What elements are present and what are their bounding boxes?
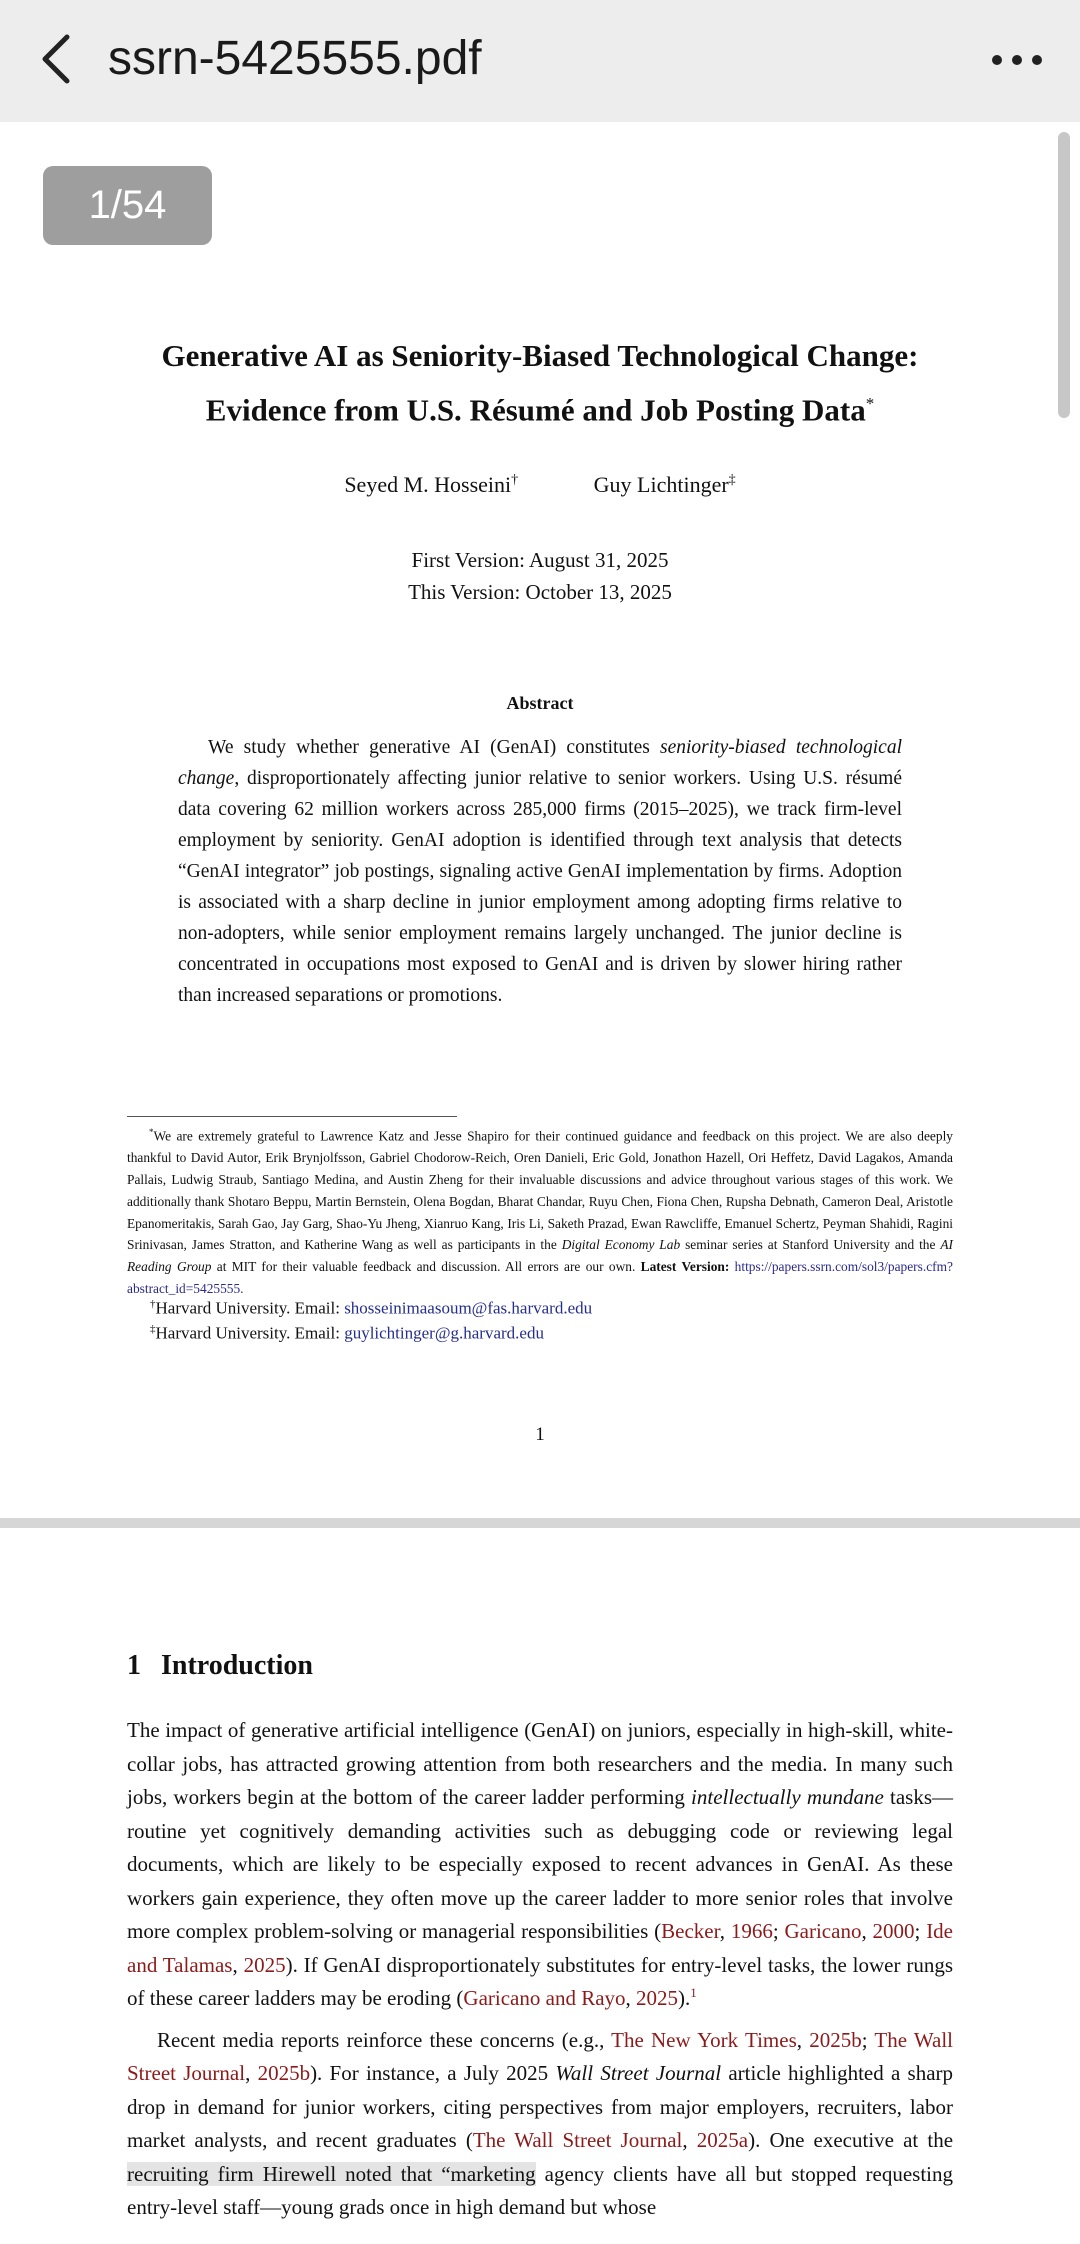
section-title: Introduction	[161, 1650, 313, 1681]
citation-link[interactable]: 2025	[636, 1986, 679, 2010]
citation-link[interactable]: 2025a	[696, 2128, 749, 2152]
abstract-heading: Abstract	[506, 693, 574, 713]
citation-link[interactable]: Becker	[661, 1919, 720, 1943]
citation-link[interactable]: Ide and Talamas	[127, 1919, 954, 1977]
page-separator	[0, 1518, 1080, 1528]
authors	[0, 472, 1080, 498]
abstract-text: We study whether generative AI (GenAI) constitutes seniority-biased technological change, disproportionately affecting junior relative to senior workers. Using U.S. résumé data covering 62 million workers across 285,000 firms (2015–2025), we track firm-level employment by seniority. GenAI adoption is identified through text analysis that detects “GenAI integrator” job postings, signaling active GenAI implementation by firms. Adoption is associated with a sharp decline in junior employment among adopting firms relative to non-adopters, while senior employment remains largely unchanged. The junior decline is concentrated in occupations most exposed to GenAI and is driven by slower hiring rather than increased separations or promotions.	[178, 737, 902, 1006]
author-2: Guy Lichtinger	[593, 472, 729, 497]
more-options-button[interactable]	[982, 32, 1052, 88]
citation-link[interactable]: Garicano and Rayo	[463, 1986, 626, 2010]
app-header	[0, 0, 1080, 122]
section-number: 1	[127, 1650, 141, 1681]
citation-link[interactable]: The Wall Street Journal	[472, 2128, 683, 2152]
email-link-2[interactable]: guylichtinger@g.harvard.edu	[344, 1323, 544, 1343]
pdf-page-2	[0, 1528, 1080, 2244]
acknowledgment-footnote: *We are extremely grateful to Lawrence Katz and Jesse Shapiro for their continued guidance and feedback on this project. We are also deeply thankful to David Autor, Erik Brynjolfsson, Gabriel Chodorow-Reich, Oren Danieli, Eric Gold, Jonathon Hazell, Ori Heffetz, David Lagakos, Amanda Pallais, Ludwig Straub, Santiago Medina, and Austin Zheng for their invaluable discussions and advice throughout various stages of this work. We additionally thank Shotaro Beppu, Martin Bernstein, Olena Bogdan, Bharat Chandar, Ruyu Chen, Fiona Chen, Rupsha Debnath, Cameron Deal, Aristotle Epanomeritakis, Sarah Gao, Jay Garg, Shao-Yu Jheng, Xianruo Kang, Iris Li, Saketh Prazad, Ewan Rawcliffe, Emanuel Schertz, Peyman Shahidi, Ragini Srinivasan, James Stratton, and Katherine Wang as well as participants in the Digital Economy Lab seminar series at Stanford University and the AI Reading Group at MIT for their valuable feedback and discussion. All errors are our own. Latest Version: https://papers.ssrn.com/sol3/papers.cfm?abstract_id=5425555.	[127, 1127, 953, 1297]
citation-link[interactable]: Garicano	[784, 1919, 862, 1943]
citation-link[interactable]: The New York Times	[611, 2027, 797, 2052]
page-number: 1	[535, 1424, 545, 1445]
page-indicator: 1/54	[43, 166, 212, 245]
footnote-ref-link[interactable]: 1	[690, 1985, 697, 2000]
author-2-mark: ‡	[728, 472, 736, 488]
back-button[interactable]	[28, 28, 84, 90]
citation-link[interactable]: 2025b	[809, 2027, 862, 2052]
affiliation-1: †Harvard University. Email: shosseinimaasoum@fas.harvard.edu	[150, 1298, 593, 1318]
scrollbar-thumb[interactable]	[1058, 132, 1070, 418]
author-1-mark: †	[511, 472, 519, 488]
intro-paragraph-2: Recent media reports reinforce these concerns (e.g., The New York Times, 2025b; The Wall Street Journal, 2025b). For instance, a July 2025 Wall Street Journal article highlighted a sharp drop in demand for junior workers, citing perspectives from major employers, recruiters, labor market analysts, and recent graduates (The Wall Street Journal, 2025a). One executive at the recruiting firm Hirewell noted that “marketing agency clients have all but stopped requesting entry-level staff—young grads once in high demand but whose	[127, 2027, 954, 2219]
intro-paragraph-1: The impact of generative artificial intelligence (GenAI) on juniors, especially in high-skill, white-collar jobs, has attracted growing attention from both researchers and the media. In many such jobs, workers begin at the bottom of the career ladder performing intellectually mundane tasks—routine yet cognitively demanding activities such as debugging code or reviewing legal documents, which are likely to be especially exposed to recent advances in GenAI. As these workers gain experience, they often move up the career ladder to more senior roles that involve more complex problem-solving or managerial responsibilities (Becker, 1966; Garicano, 2000; Ide and Talamas, 2025). If GenAI disproportionately substitutes for entry-level tasks, the lower rungs of these career ladders may be eroding (Garicano and Rayo, 2025).$^1$	[127, 1718, 954, 2010]
title-line-1: Generative AI as Seniority-Biased Technological Change:	[161, 338, 919, 373]
section-heading	[127, 1650, 313, 1682]
first-version: First Version: August 31, 2025	[411, 548, 669, 572]
affiliation-2: ‡Harvard University. Email: guylichtinger@g.harvard.edu	[150, 1323, 544, 1343]
citation-link[interactable]: The Wall Street Journal	[127, 2027, 954, 2085]
more-horizontal-icon	[989, 53, 1045, 67]
citation-link[interactable]: 2025	[243, 1952, 286, 1977]
citation-link[interactable]: 2025b	[257, 2061, 311, 2085]
document-title: ssrn-5425555.pdf	[108, 32, 482, 85]
title-line-2: Evidence from U.S. Résumé and Job Posting Data	[205, 392, 866, 428]
citation-link[interactable]: 2000	[872, 1919, 915, 1943]
paper-title	[60, 332, 1020, 434]
author-1: Seyed M. Hosseini	[344, 472, 512, 497]
pdf-page-1	[0, 122, 1080, 1518]
chevron-left-icon	[39, 33, 73, 85]
version-info	[0, 544, 1080, 608]
citation-link[interactable]: 1966	[730, 1919, 773, 1943]
footnote-divider	[127, 1116, 457, 1117]
text-selection-highlight[interactable]: recruiting firm Hirewell noted that “marketing	[127, 2161, 536, 2186]
this-version: This Version: October 13, 2025	[408, 580, 672, 604]
latest-version-link[interactable]: https://papers.ssrn.com/sol3/papers.cfm?abstract_id=5425555.	[127, 1259, 953, 1297]
introduction-text	[127, 1714, 953, 2233]
email-link-1[interactable]: shosseinimaasoum@fas.harvard.edu	[344, 1298, 593, 1318]
title-footnote-mark: *	[865, 394, 875, 413]
